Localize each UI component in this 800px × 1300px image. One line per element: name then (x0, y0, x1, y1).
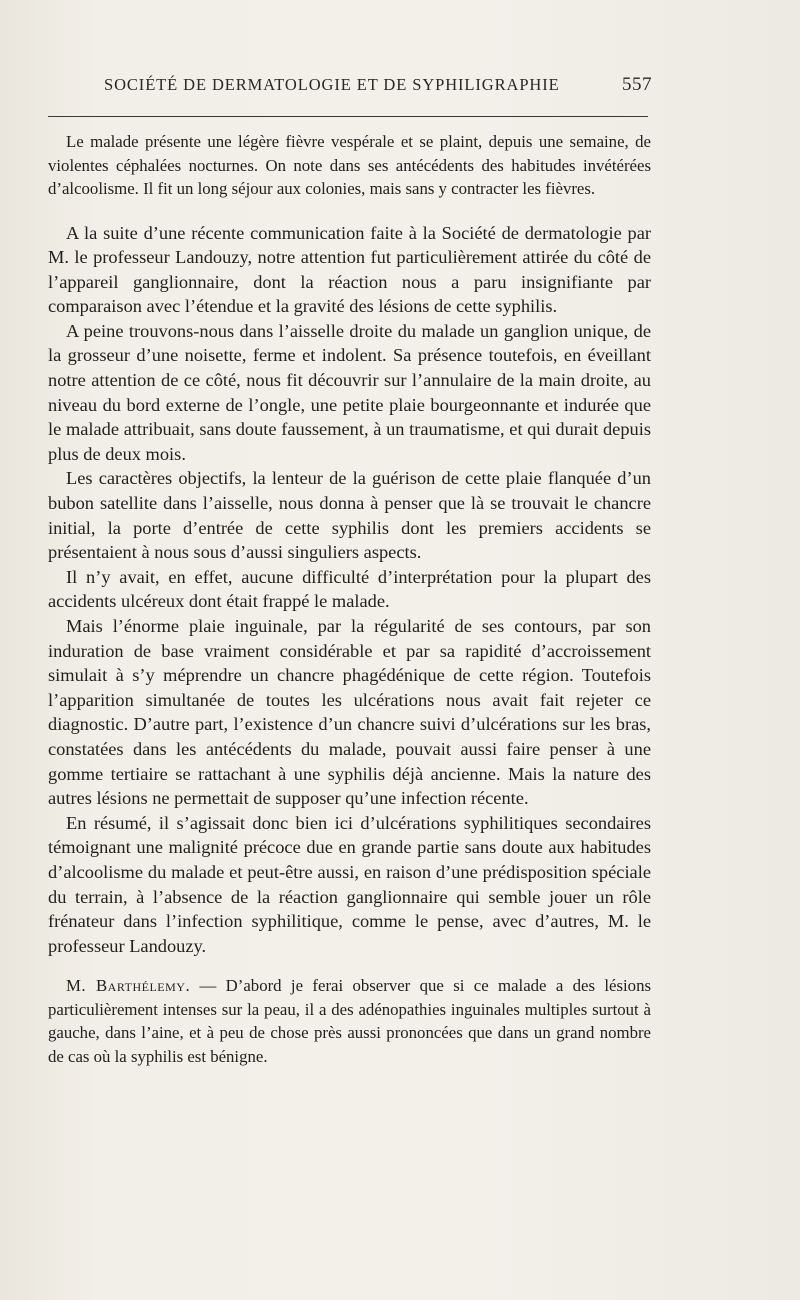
paragraph: Il n’y avait, en effet, aucune difficulté d’interprétation pour la plupart des accidents ulcéreux dont était frappé le malade. (48, 566, 651, 612)
header-rule (48, 116, 648, 117)
speaker-name: M. Barthélemy. (66, 976, 191, 996)
discussion-paragraph (48, 974, 651, 1068)
running-title: SOCIÉTÉ DE DERMATOLOGIE ET DE SYPHILIGRAPHIE (104, 75, 560, 94)
paragraph: Le malade présente une légère fièvre vespérale et se plaint, depuis une semaine, de violentes céphalées nocturnes. On note dans ses antécédents des habitudes invétérées d’alcoolisme. Il fit un long séjour aux colonies, mais sans y contracter les fièvres. (48, 132, 651, 198)
paragraph: A peine trouvons-nous dans l’aisselle droite du malade un ganglion unique, de la grosseur d’une noisette, ferme et indolent. Sa présence toutefois, en éveillant notre attention de ce côté, nous fit découvrir sur l’annulaire de la main droite, au niveau du bord externe de l’ongle, une petite plaie bourgeonnante et indurée que le malade attribuait, sans doute faussement, à un traumatisme, et qui durait depuis plus de deux mois. (48, 320, 651, 464)
paragraph: En résumé, il s’agissait donc bien ici d’ulcérations syphilitiques secondaires témoignant une malignité précoce due en grande partie sans doute aux habitudes d’alcoolisme du malade et peut-être aussi, en raison d’une prédisposition spéciale du terrain, à l’absence de la réaction ganglionnaire qui semble jouer un rôle frénateur dans l’infection syphilitique, comme le pense, avec d’autres, M. le professeur Landouzy. (48, 812, 651, 956)
discussion-text: — D’abord je ferai observer que si ce malade a des lésions particulièrement intenses sur la peau, il a des adénopathies inguinales multiples surtout à gauche, dans l’aine, et à peu de chose près aussi prononcées que dans un grand nombre de cas où la syphilis est bénigne. (48, 976, 651, 1066)
body-text (48, 130, 651, 1068)
paragraph: A la suite d’une récente communication faite à la Société de dermatologie par M. le professeur Landouzy, notre attention fut particulièrement attirée du côté de l’appareil ganglionnaire, dont la réaction nous a paru insignifiante par comparaison avec l’étendue et la gravité des lésions de cette syphilis. (48, 222, 651, 317)
paragraph: Mais l’énorme plaie inguinale, par la régularité de ses contours, par son induration de base vraiment considérable et par sa rapidité d’accroissement simulait à s’y méprendre un chancre phagédénique de cette région. Toutefois l’apparition simultanée de toutes les ulcérations nous avait fait rejeter ce diagnostic. D’autre part, l’existence d’un chancre suivi d’ulcérations sur les bras, constatées dans les antécédents du malade, pouvait aussi faire penser à une gomme tertiaire se rattachant à une syphilis déjà ancienne. Mais la nature des autres lésions ne permettait de supposer qu’une infection récente. (48, 616, 651, 809)
paragraph: Les caractères objectifs, la lenteur de la guérison de cette plaie flanquée d’un bubon satellite dans l’aisselle, nous donna à penser que là se trouvait le chancre initial, la porte d’entrée de cette syphilis dont les premiers accidents se présentaient à nous sous d’aussi singuliers aspects. (48, 468, 651, 563)
running-header (104, 74, 652, 96)
page-number: 557 (622, 74, 652, 95)
